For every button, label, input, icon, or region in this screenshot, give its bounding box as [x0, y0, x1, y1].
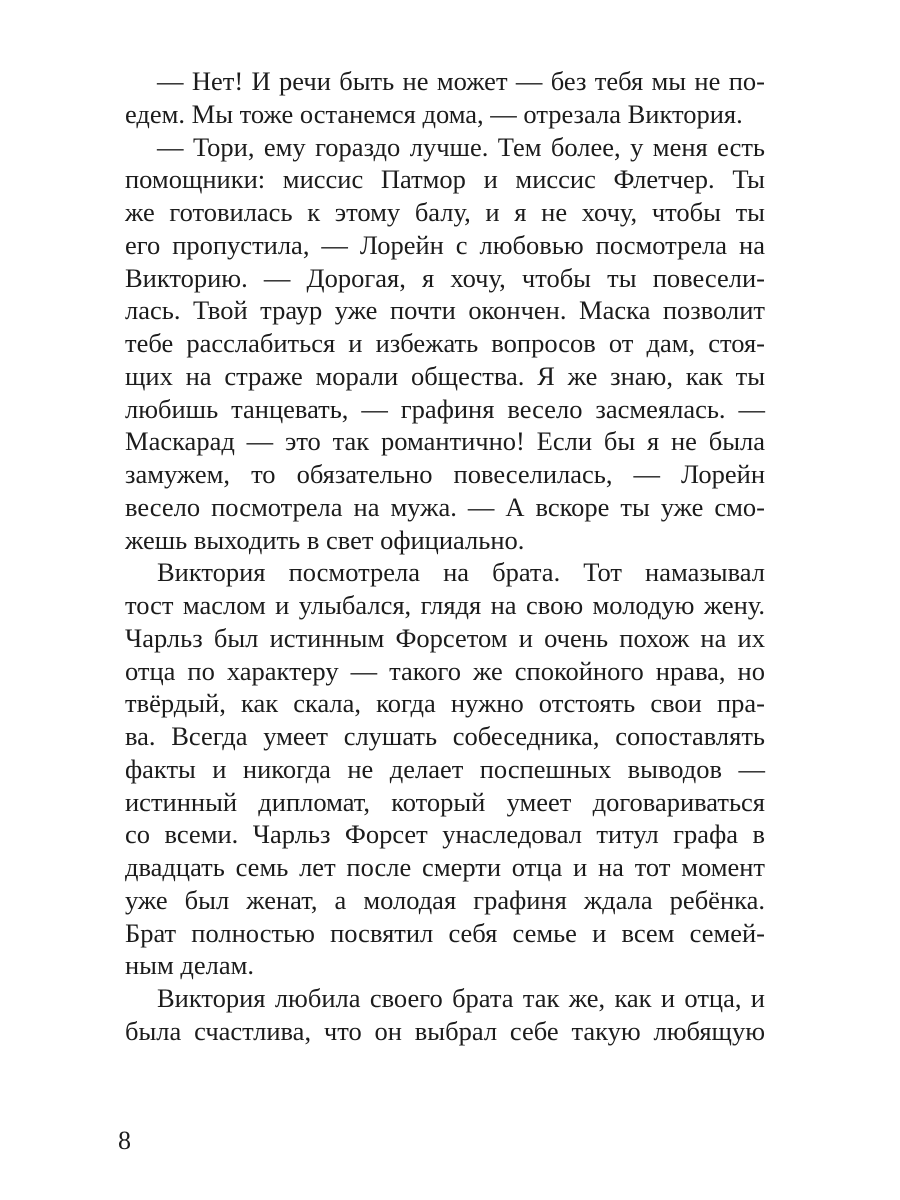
text-line: Виктория посмотрела на брата. Тот намазывал: [157, 557, 765, 588]
text-line: уже был женат, а молодая графиня ждала ребёнка.: [125, 884, 765, 915]
text-line: отца по характеру — такого же спокойного нрава, но: [125, 655, 765, 686]
text-line: двадцать семь лет после смерти отца и на тот момент: [125, 852, 765, 882]
text-line: — Нет! И речи быть не может — без тебя мы не по-: [157, 66, 765, 96]
text-line: твёрдый, как скала, когда нужно отстоять свои пра-: [125, 688, 765, 719]
text-line: любишь танцевать, — графиня весело засмеялась. —: [125, 393, 765, 424]
text-line: же готовилась к этому балу, и я не хочу, чтобы ты: [125, 197, 765, 227]
text-line: ва. Всегда умеет слушать собеседника, сопоставлять: [125, 721, 765, 751]
text-line: щих на страже морали общества. Я же знаю, как ты: [125, 360, 765, 391]
text-line: Маскарад — это так романтично! Если бы я не была: [125, 426, 765, 457]
text-line: весело посмотрела на мужа. — А вскоре ты уже смо-: [125, 491, 765, 522]
text-line: тебе расслабиться и избежать вопросов от дам, стоя-: [125, 328, 765, 358]
text-line: Чарльз был истинным Форсетом и очень похож на их: [125, 622, 765, 653]
text-line: Брат полностью посвятил себя семье и всем семей-: [125, 917, 765, 948]
text-line: была счастлива, что он выбрал себе такую любящую: [125, 1015, 765, 1046]
text-line: — Тори, ему гораздо лучше. Тем более, у меня есть: [157, 131, 765, 162]
text-line: помощники: миссис Патмор и миссис Флетчер. Ты: [125, 164, 765, 195]
text-line: Виктория любила своего брата так же, как и отца, и: [157, 983, 765, 1013]
text-line: его пропустила, — Лорейн с любовью посмотрела на: [125, 229, 765, 260]
text-line: едем. Мы тоже останемся дома, — отрезала Виктория.: [125, 98, 743, 129]
page-body-text: [125, 65, 765, 1048]
text-line: ным делам.: [125, 950, 255, 981]
text-line: жешь выходить в свет официально.: [125, 524, 525, 555]
text-line: тост маслом и улыбался, глядя на свою молодую жену.: [125, 590, 765, 620]
text-line: факты и никогда не делает поспешных выводов —: [125, 753, 765, 784]
text-line: замужем, то обязательно повеселилась, — Лорейн: [125, 459, 765, 489]
text-line: лась. Твой траур уже почти окончен. Маска позволит: [125, 295, 765, 326]
text-line: со всеми. Чарльз Форсет унаследовал титул графа в: [125, 819, 765, 850]
page-number: 8: [118, 1126, 131, 1155]
text-line: Викторию. — Дорогая, я хочу, чтобы ты повесели-: [125, 262, 765, 293]
text-line: истинный дипломат, который умеет договариваться: [125, 786, 765, 817]
